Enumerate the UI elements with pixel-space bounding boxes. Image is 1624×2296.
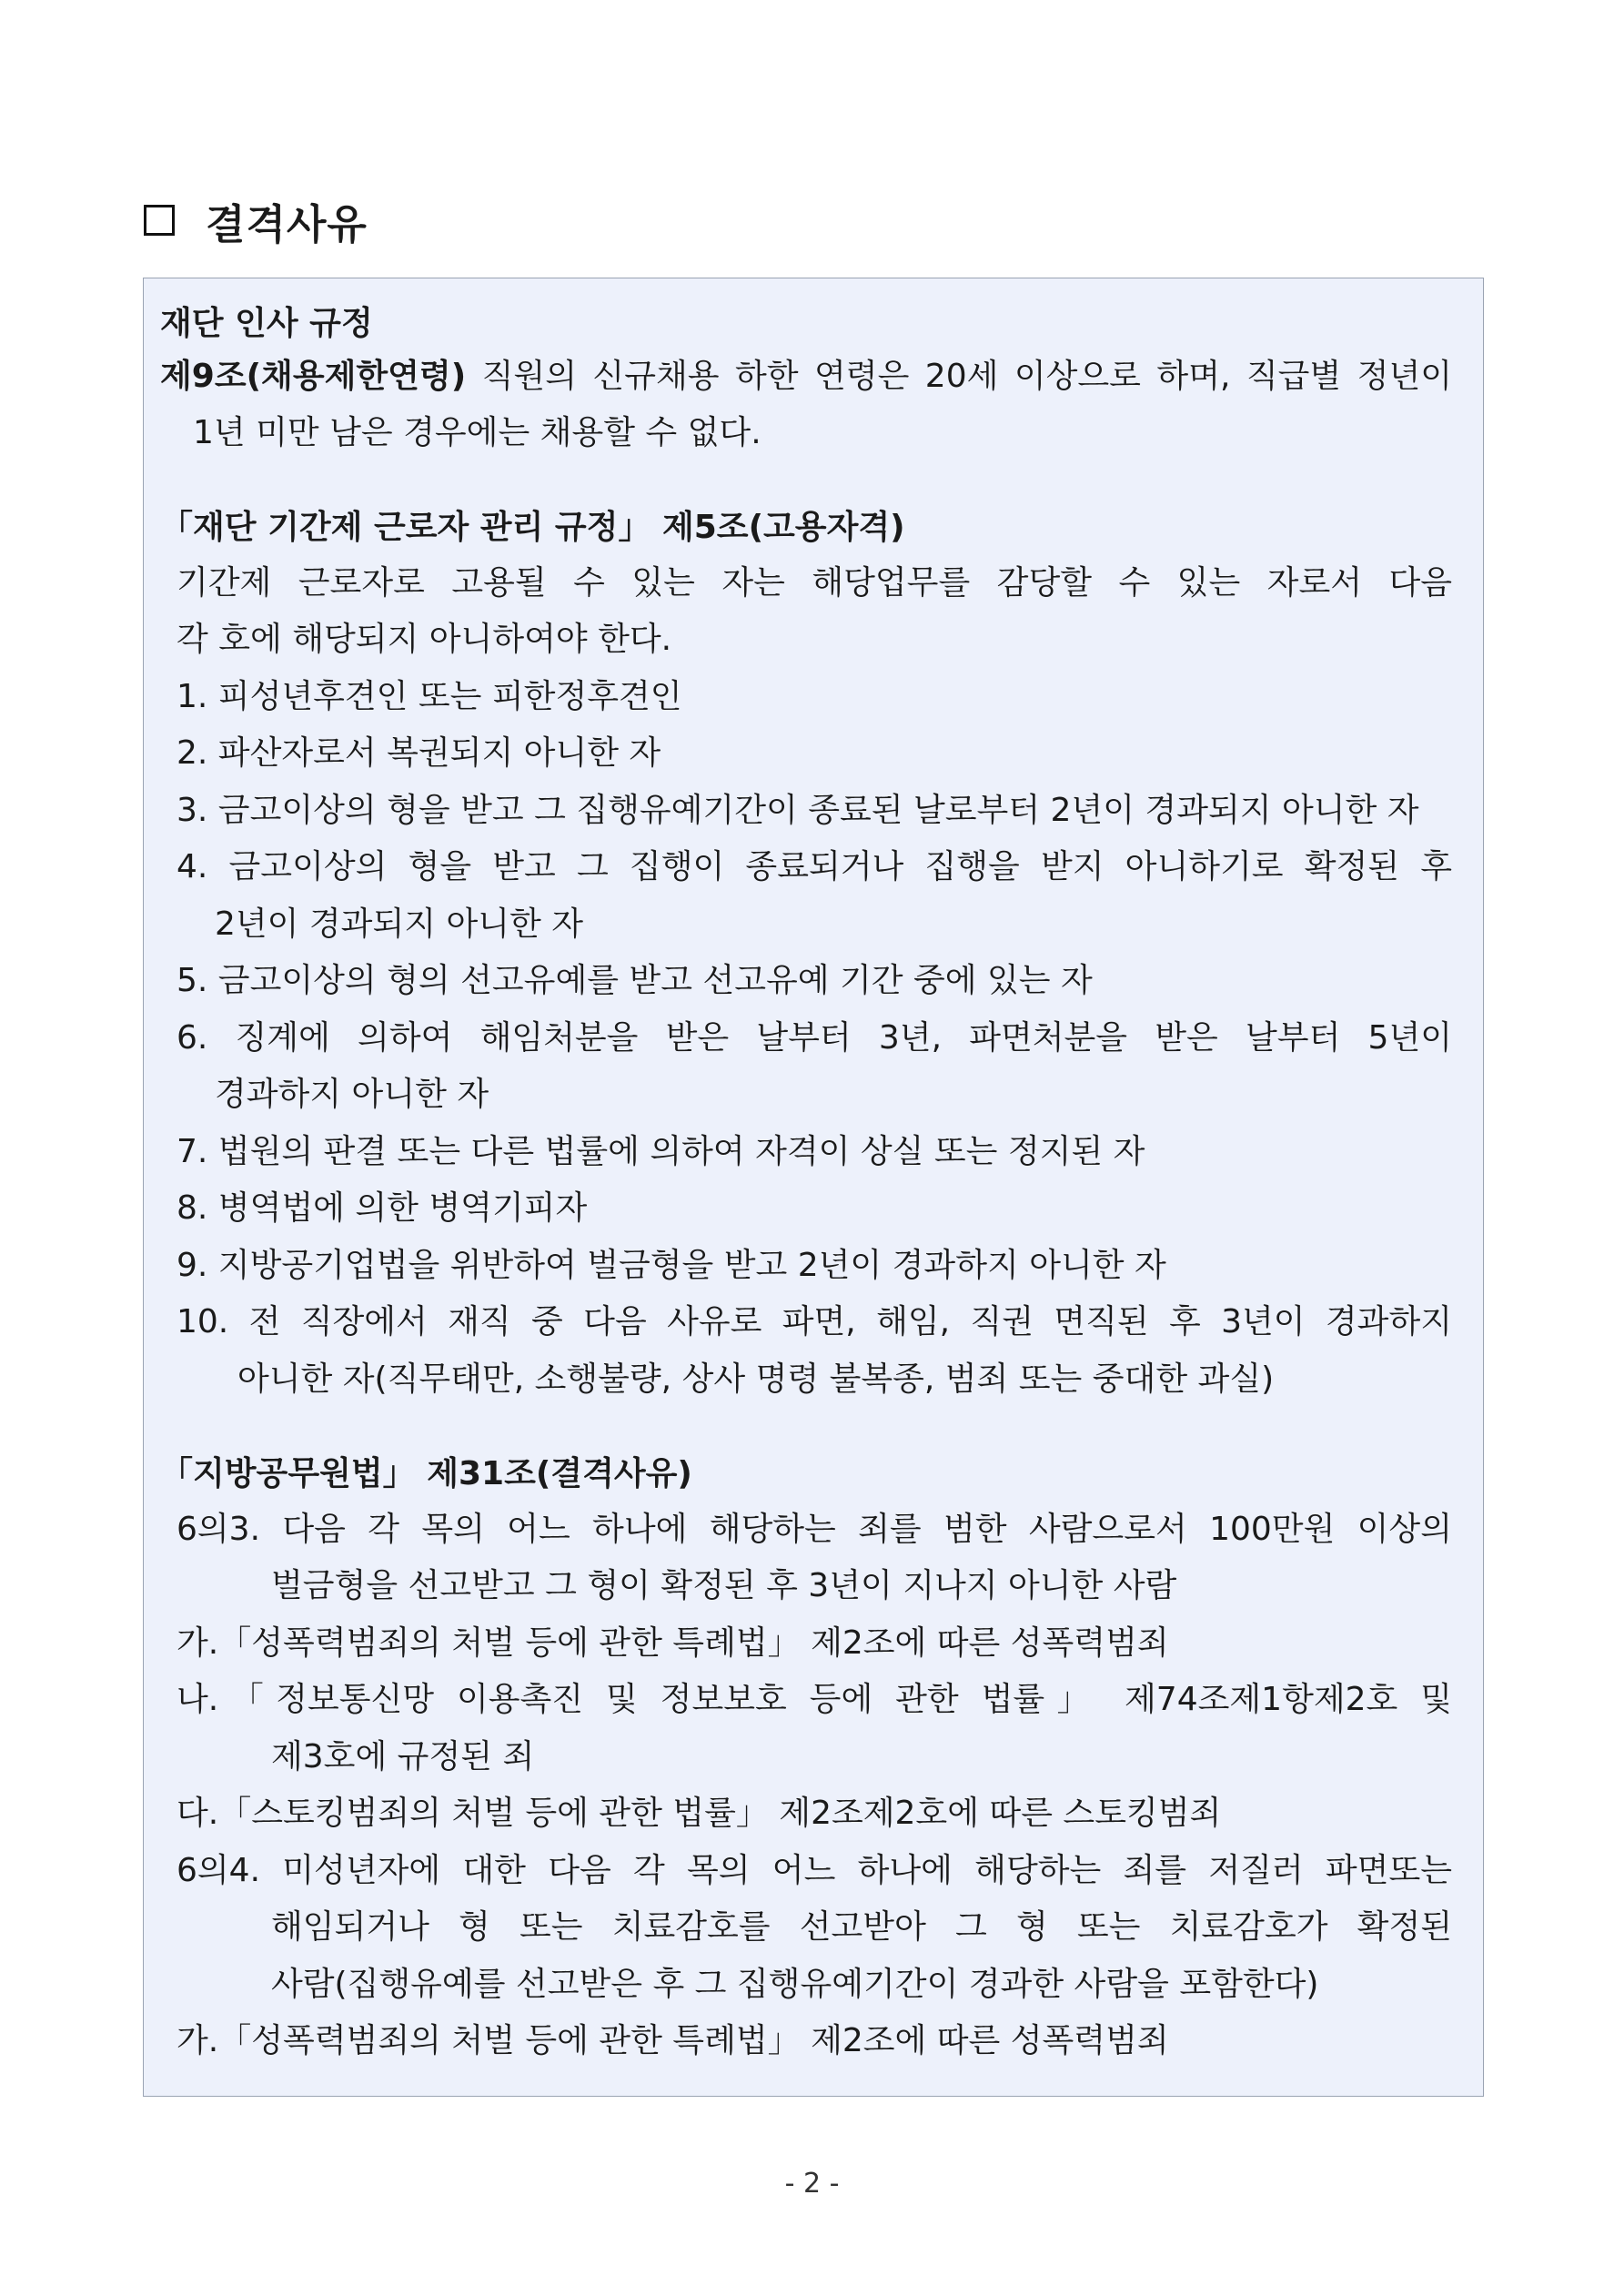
section3-line: 6의3. 다음 각 목의 어느 하나에 해당하는 죄를 범한 사람으로서 100만원 이상의: [177, 1511, 1452, 1548]
list-item: 2. 파산자로서 복권되지 아니한 자: [177, 734, 661, 772]
list-item-continuation: 경과하지 아니한 자: [215, 1076, 489, 1113]
section2-intro-line-2: 각 호에 해당되지 아니하여야 한다.: [177, 621, 672, 658]
section2-intro-line-1: 기간제 근로자로 고용될 수 있는 자는 해당업무를 감당할 수 있는 자로서 다음: [177, 564, 1452, 602]
content-panel: [143, 278, 1484, 2097]
section1-article-text-1: 직원의 신규채용 하한 연령은 20세 이상으로 하며, 직급별 정년이: [481, 358, 1452, 395]
section3-line: 해임되거나 형 또는 치료감호를 선고받아 그 형 또는 치료감호가 확정된: [271, 1908, 1452, 1946]
section1-article-line-1: [160, 355, 1452, 399]
section3-line: 나.「정보통신망 이용촉진 및 정보보호 등에 관한 법률」 제74조제1항제2호 및: [177, 1681, 1452, 1718]
section3-line: 사람(집행유예를 선고받은 후 그 집행유예기간이 경과한 사람을 포함한다): [271, 1966, 1319, 2003]
list-item: 1. 피성년후견인 또는 피한정후견인: [177, 678, 682, 715]
section2-title: 「재단 기간제 근로자 관리 규정」 제5조(고용자격): [160, 509, 905, 546]
page-number: - 2 -: [784, 2168, 840, 2200]
section3-line: 벌금형을 선고받고 그 형이 확정된 후 3년이 지나지 아니한 사람: [271, 1567, 1177, 1604]
list-item: 4. 금고이상의 형을 받고 그 집행이 종료되거나 집행을 받지 아니하기로 확정된 후: [177, 848, 1452, 885]
heading-title: 결격사유: [206, 199, 368, 248]
list-item: 7. 법원의 판결 또는 다른 법률에 의하여 자격이 상실 또는 정지된 자: [177, 1133, 1145, 1170]
section3-line: 가.「성폭력범죄의 처벌 등에 관한 특례법」 제2조에 따른 성폭력범죄: [177, 1624, 1169, 1662]
checkbox-square-icon: [144, 205, 175, 236]
list-item: 10. 전 직장에서 재직 중 다음 사유로 파면, 해임, 직권 면직된 후 3년이 경과하지: [177, 1303, 1452, 1340]
section3-line: 가.「성폭력범죄의 처벌 등에 관한 특례법」 제2조에 따른 성폭력범죄: [177, 2022, 1169, 2059]
section-heading: [144, 193, 368, 248]
list-item: 6. 징계에 의하여 해임처분을 받은 날부터 3년, 파면처분을 받은 날부터 5년이: [177, 1019, 1452, 1057]
section3-line: 다.「스토킹범죄의 처벌 등에 관한 법률」 제2조제2호에 따른 스토킹범죄: [177, 1795, 1222, 1832]
list-item: 5. 금고이상의 형의 선고유예를 받고 선고유예 기간 중에 있는 자: [177, 962, 1093, 999]
list-item: 8. 병역법에 의한 병역기피자: [177, 1189, 588, 1227]
section3-line: 6의4. 미성년자에 대한 다음 각 목의 어느 하나에 해당하는 죄를 저질러 파면또는: [177, 1852, 1452, 1889]
list-item: 9. 지방공기업법을 위반하여 벌금형을 받고 2년이 경과하지 아니한 자: [177, 1247, 1166, 1284]
section1-article-line-2: 1년 미만 남은 경우에는 채용할 수 없다.: [193, 414, 762, 451]
list-item-continuation: 아니한 자(직무태만, 소행불량, 상사 명령 불복종, 범죄 또는 중대한 과실): [237, 1360, 1275, 1398]
list-item-continuation: 2년이 경과되지 아니한 자: [215, 905, 583, 943]
section1-title: 재단 인사 규정: [160, 305, 373, 342]
section3-title: 「지방공무원법」 제31조(결격사유): [160, 1455, 692, 1492]
section3-line: 제3호에 규정된 죄: [271, 1738, 535, 1775]
list-item: 3. 금고이상의 형을 받고 그 집행유예기간이 종료된 날로부터 2년이 경과되지 아니한 자: [177, 792, 1419, 829]
section1-article-title: 제9조(채용제한연령): [160, 358, 467, 395]
